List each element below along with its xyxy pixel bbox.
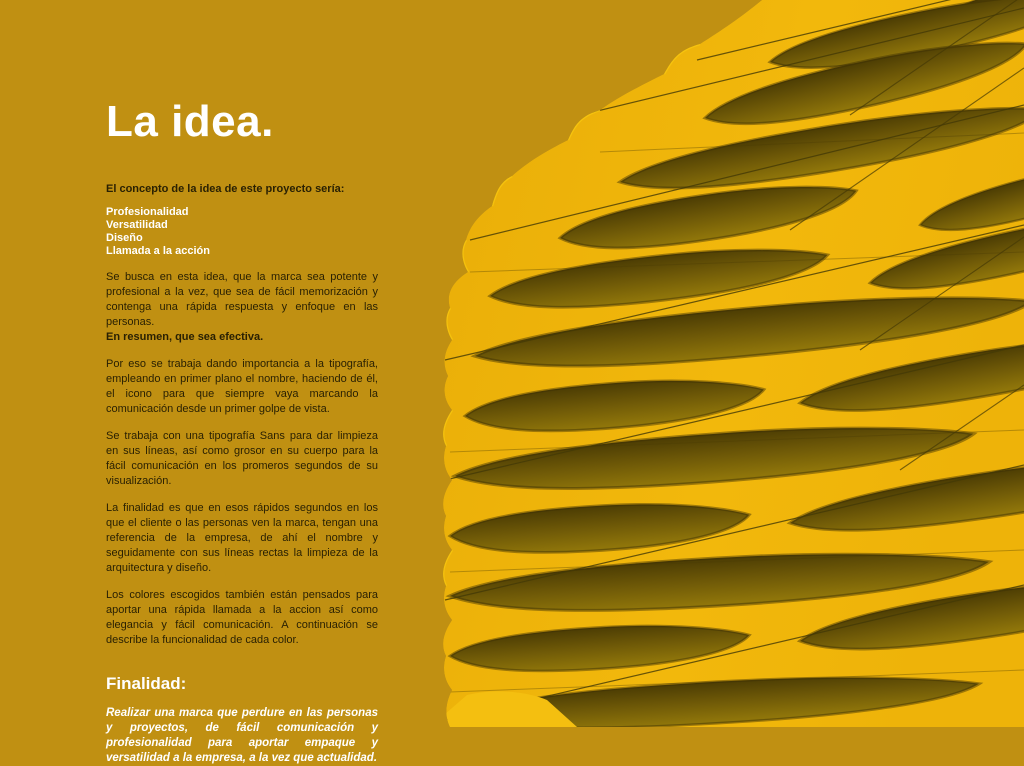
concept-item: Llamada a la acción [106, 245, 210, 257]
yellow-architecture-facade-photo [437, 0, 1024, 727]
finalidad-heading: Finalidad: [106, 674, 187, 693]
paragraph: Por eso se trabaja dando importancia a la tipografía, empleando en primer plano el nombre, haciendo de él, el icono para que siempre vaya marcando la comunicación desde un primer golpe de vista. [106, 358, 378, 415]
paragraph: Se trabaja con una tipografía Sans para dar limpieza en sus líneas, así como grosor en su cuerpo para la fácil comunicación en los promeros segundos de su visualización. [106, 430, 378, 487]
concept-item: Profesionalidad [106, 206, 189, 218]
paragraph: La finalidad es que en esos rápidos segundos en los que el cliente o las personas ven la marca, tengan una referencia de la empresa, de ahí el nombre y seguidamente con sus líneas rectas la limpieza de la arquitectura y diseño. [106, 502, 378, 574]
concept-list [106, 206, 378, 258]
page-title: La idea. [106, 97, 274, 146]
intro-line: El concepto de la idea de este proyecto sería: [106, 183, 345, 195]
paragraph-bold-tail: En resumen, que sea efectiva. [106, 331, 264, 343]
text-column [106, 0, 378, 766]
concept-item: Diseño [106, 232, 143, 244]
paragraph [106, 270, 378, 345]
finalidad-text: Realizar una marca que perdure en las personas y proyectos, de fácil comunicación y profesionalidad para aportar empaque y versatilidad a la empresa, a la vez que actualidad. [106, 707, 378, 764]
concept-item: Versatilidad [106, 219, 168, 231]
paragraph: Los colores escogidos también están pensados para aportar una rápida llamada a la accion así como elegancia y fácil comunicación. A continuación se describe la funcionalidad de cada color. [106, 589, 378, 646]
paragraph-text: Se busca en esta idea, que la marca sea potente y profesional a la vez, que sea de fácil memorización y contenga una rápida respuesta y enfoque en las personas. [106, 271, 378, 328]
